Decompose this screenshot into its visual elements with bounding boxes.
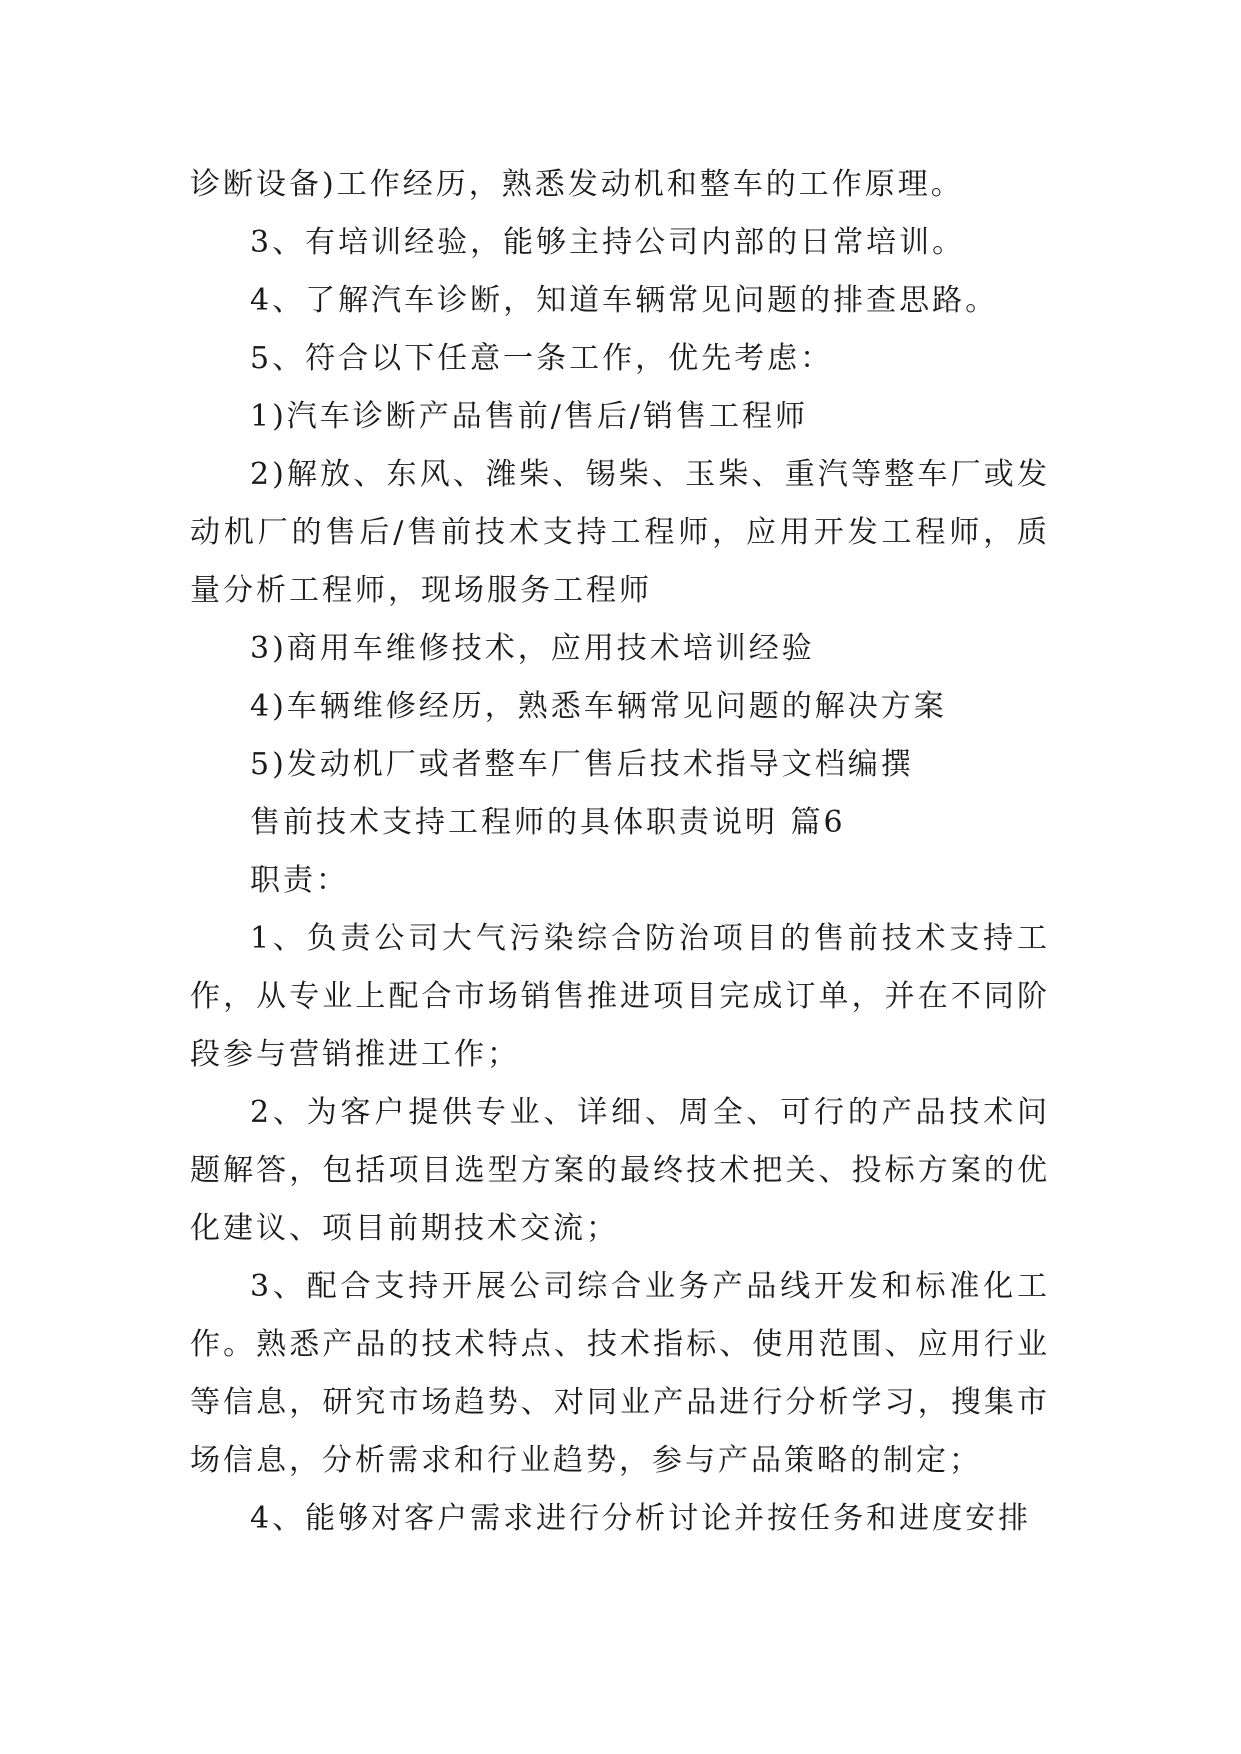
section-heading: 售前技术支持工程师的具体职责说明 篇6 bbox=[250, 805, 846, 840]
duty-item-3: 3、配合支持开展公司综合业务产品线开发和标准化工作。熟悉产品的技术特点、技术指标、使用范围、应用行业等信息，研究市场趋势、对同业产品进行分析学习，搜集市场信息，分析需求和行业趋势，参与产品策略的制定； bbox=[190, 1269, 1050, 1478]
duty-item-2: 2、为客户提供专业、详细、周全、可行的产品技术问题解答，包括项目选型方案的最终技术把关、投标方案的优化建议、项目前期技术交流； bbox=[190, 1095, 1050, 1246]
paragraph-item-4: 4、了解汽车诊断，知道车辆常见问题的排查思路。 bbox=[250, 283, 999, 318]
paragraph-item-3: 3、有培训经验，能够主持公司内部的日常培训。 bbox=[250, 225, 966, 260]
paragraph-subitem-2: 2)解放、东风、潍柴、锡柴、玉柴、重汽等整车厂或发动机厂的售后/售前技术支持工程师，应用开发工程师，质量分析工程师，现场服务工程师 bbox=[190, 457, 1050, 608]
duty-item-4: 4、能够对客户需求进行分析讨论并按任务和进度安排 bbox=[250, 1501, 1032, 1536]
paragraph-item-5: 5、符合以下任意一条工作，优先考虑： bbox=[250, 341, 834, 376]
paragraph-subitem-5: 5)发动机厂或者整车厂售后技术指导文档编撰 bbox=[250, 747, 914, 782]
paragraph-continuation: 诊断设备)工作经历，熟悉发动机和整车的工作原理。 bbox=[190, 167, 964, 202]
paragraph-subitem-1: 1)汽车诊断产品售前/售后/销售工程师 bbox=[250, 399, 809, 434]
duty-item-1: 1、负责公司大气污染综合防治项目的售前技术支持工作，从专业上配合市场销售推进项目完成订单，并在不同阶段参与营销推进工作； bbox=[190, 921, 1050, 1072]
duties-label: 职责： bbox=[250, 863, 349, 898]
paragraph-subitem-3: 3)商用车维修技术，应用技术培训经验 bbox=[250, 631, 815, 666]
paragraph-subitem-4: 4)车辆维修经历，熟悉车辆常见问题的解决方案 bbox=[250, 689, 947, 724]
document-body bbox=[190, 156, 1050, 1548]
